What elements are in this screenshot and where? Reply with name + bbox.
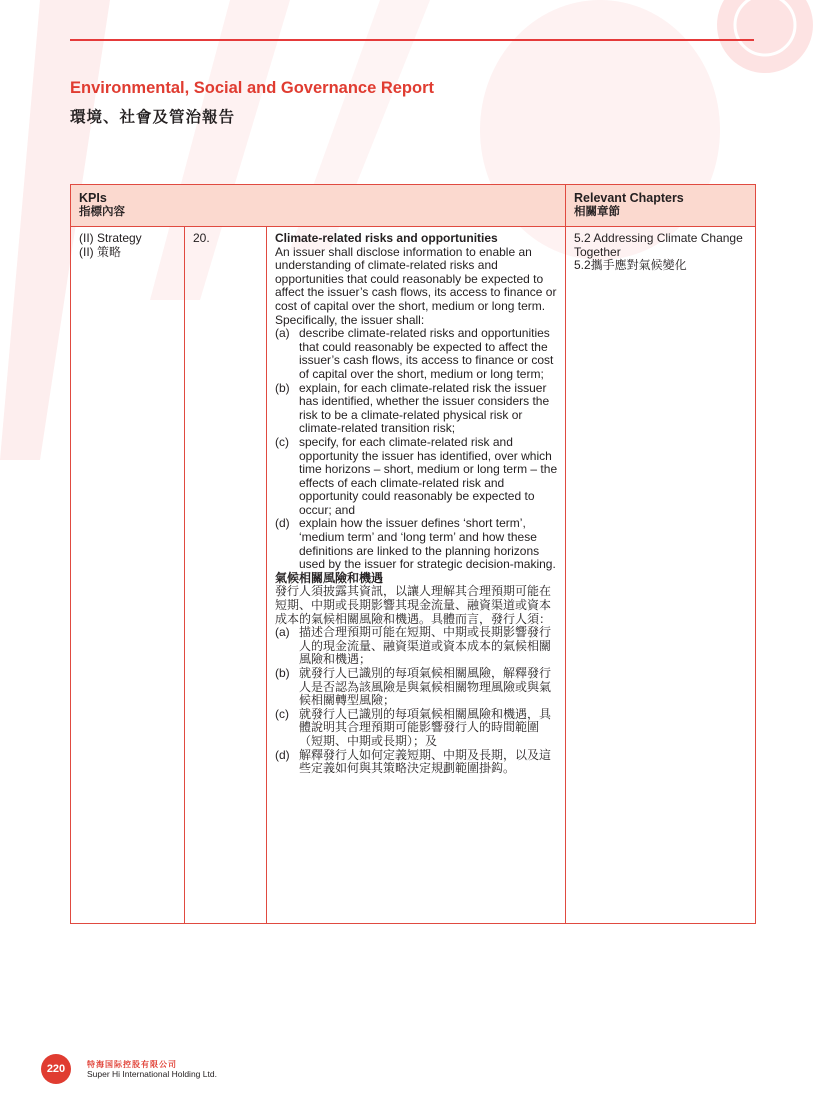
list-item (275, 382, 559, 436)
chapter-cell (566, 227, 756, 924)
requirement-list-zh (275, 626, 559, 776)
chapter-en: 5.2 Addressing Climate Change Together (574, 231, 743, 259)
list-item (275, 327, 559, 381)
list-item (275, 708, 559, 749)
list-item (275, 667, 559, 708)
table-row (71, 227, 756, 924)
list-item (275, 517, 559, 571)
list-item-text: specify, for each climate-related risk and opportunity the issuer has identified, over which time horizons – short, medium or long term – the effects of each climate-related risk and opportunity could reasonably be expected to occur; and (299, 434, 558, 517)
list-item (275, 749, 559, 776)
list-marker: (a) (275, 625, 290, 640)
requirement-title-zh: 氣候相關風險和機遇 (275, 570, 384, 585)
tomato-icon (717, 0, 813, 73)
list-item (275, 626, 559, 667)
list-item-text: explain how the issuer defines ‘short term’, ‘medium term’ and ‘long term’ and how these definitions are linked to the planning horizons used by the issuer for strategic decision-making. (299, 516, 556, 572)
table-header-row (71, 185, 756, 227)
requirement-list (275, 327, 559, 572)
requirement-intro-zh: 發行人須披露其資訊，以讓人理解其合理預期可能在短期、中期或長期影響其現金流量、融資渠道或資本成本的氣候相關風險和機遇。具體而言，發行人須： (275, 584, 552, 626)
list-marker: (b) (275, 380, 290, 395)
list-marker: (c) (275, 434, 289, 449)
requirement-intro: An issuer shall disclose information to enable an understanding of climate-related risks and opportunities that could reasonably be expected to affect the issuer’s cash flows, its access to finance or cost of capital over the short, medium or long term. Specifically, the issuer shall: (275, 244, 557, 327)
chapters-header-zh: 相關章節 (574, 206, 620, 218)
chapters-header (566, 185, 756, 227)
aspect-zh: (II) 策略 (79, 244, 121, 259)
page-number-badge: 220 (41, 1054, 71, 1084)
list-marker: (d) (275, 516, 290, 531)
list-marker: (c) (275, 706, 289, 721)
chapter-zh: 5.2攜手應對氣候變化 (574, 258, 687, 273)
aspect-cell (71, 227, 185, 924)
list-item-text: 描述合理預期可能在短期、中期或長期影響發行人的現金流量、融資渠道或資本成本的氣候相關風險和機遇； (299, 625, 552, 667)
company-name-zh: 特海国际控股有限公司 (87, 1060, 177, 1069)
company-name-en: Super Hi International Holding Ltd. (87, 1069, 217, 1079)
list-marker: (b) (275, 666, 290, 680)
requirement-title: Climate-related risks and opportunities (275, 231, 498, 245)
kpis-header-en: KPIs (79, 191, 107, 205)
list-marker: (a) (275, 326, 290, 341)
kpis-header-zh: 指標內容 (79, 206, 125, 218)
kpi-table (70, 184, 756, 924)
chapters-header-en: Relevant Chapters (574, 191, 684, 205)
kpi-number: 20. (193, 231, 210, 245)
aspect-en: (II) Strategy (79, 231, 142, 245)
kpi-number-cell (185, 227, 267, 924)
list-item-text: 就發行人已識別的每項氣候相關風險和機遇，具體說明其合理預期可能影響發行人的時間範圍（短期、中期或長期）；及 (299, 706, 552, 748)
report-title-en: Environmental, Social and Governance Report (70, 79, 435, 97)
header-rule (70, 39, 754, 41)
list-item-text: 解釋發行人如何定義短期、中期及長期，以及這些定義如何與其策略決定規劃範圍掛鈎。 (299, 747, 552, 776)
kpis-header (71, 185, 566, 227)
requirement-cell (267, 227, 566, 924)
list-marker: (d) (275, 747, 290, 762)
report-title-zh: 環境、社會及管治報告 (70, 109, 236, 126)
list-item-text: 就發行人已識別的每項氣候相關風險，解釋發行人是否認為該風險是與氣候相關物理風險或與氣候相關轉型風險； (299, 666, 552, 708)
list-item-text: describe climate-related risks and opportunities that could reasonably be expected to affect the issuer’s cash flows, its access to finance or cost of capital over the short, medium or long term; (299, 326, 554, 381)
list-item (275, 436, 559, 518)
list-item-text: explain, for each climate-related risk the issuer has identified, whether the issuer considers the risk to be a climate-related physical risk or climate-related transition risk; (299, 380, 550, 436)
